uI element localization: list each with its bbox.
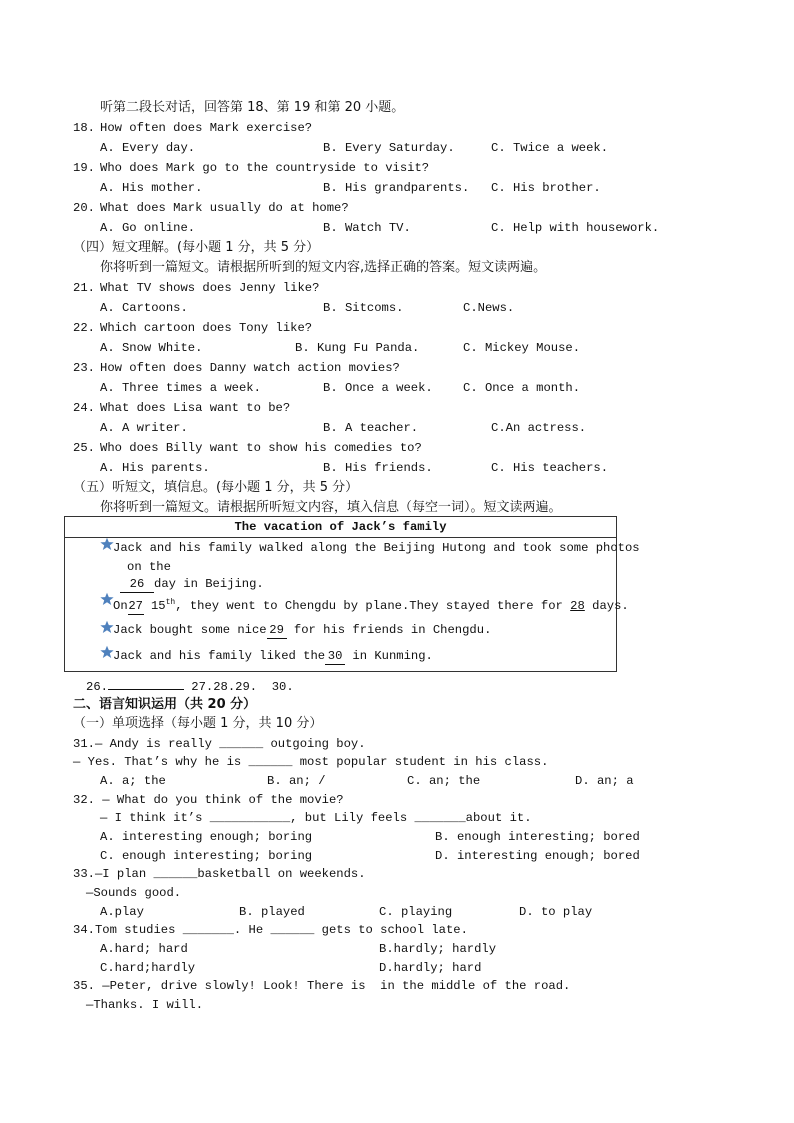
section-5-instructions: 你将听到一篇短文。请根据所听短文内容，填入信息（每空一词）。短文读两遍。 bbox=[100, 500, 562, 515]
info-box-line-3 bbox=[113, 622, 491, 639]
info-box-line-2-date: 15 bbox=[150, 599, 166, 614]
question-22-number: 22. bbox=[73, 321, 95, 335]
question-34-option-c: C.hard;hardly bbox=[100, 961, 196, 975]
question-19-text: Who does Mark go to the countryside to visit? bbox=[100, 161, 430, 175]
part-2-title: 二、语言知识运用（共 20 分） bbox=[73, 697, 257, 712]
info-box-line-3-pre: Jack bought some nice bbox=[113, 623, 267, 637]
question-19-number: 19. bbox=[73, 161, 95, 175]
question-18-option-a: A. Every day. bbox=[100, 141, 196, 155]
info-box-line-2-end: days. bbox=[584, 599, 629, 614]
question-25-option-a: A. His parents. bbox=[100, 461, 210, 475]
question-33-option-c: C. playing bbox=[379, 905, 453, 919]
question-32-line-1: 32. — What do you think of the movie? bbox=[73, 793, 344, 807]
question-31-option-b: B. an; / bbox=[267, 774, 326, 788]
blank-27[interactable]: 27 bbox=[128, 599, 143, 614]
question-21-option-b: B. Sitcoms. bbox=[323, 301, 404, 315]
answer-27-30-labels: 27.28.29. 30. bbox=[191, 680, 294, 694]
question-24-option-b: B. A teacher. bbox=[323, 421, 419, 435]
question-25-option-c: C. His teachers. bbox=[491, 461, 609, 475]
blank-29[interactable]: 29 bbox=[267, 622, 287, 639]
blank-26[interactable]: 26 bbox=[120, 576, 154, 593]
question-24-option-a: A. A writer. bbox=[100, 421, 188, 435]
question-23-option-a: A. Three times a week. bbox=[100, 381, 261, 395]
question-32-option-a: A. interesting enough; boring bbox=[100, 830, 313, 844]
question-18-text: How often does Mark exercise? bbox=[100, 121, 313, 135]
question-20-option-a: A. Go online. bbox=[100, 221, 196, 235]
question-21-option-c: C.News. bbox=[463, 301, 515, 315]
question-32-line-2: — I think it’s ___________, but Lily feels _______about it. bbox=[100, 811, 532, 825]
question-18-option-c: C. Twice a week. bbox=[491, 141, 609, 155]
question-35-line-2: —Thanks. I will. bbox=[86, 998, 204, 1012]
info-box-line-2 bbox=[113, 595, 629, 615]
question-22-text: Which cartoon does Tony like? bbox=[100, 321, 313, 335]
question-32-option-c: C. enough interesting; boring bbox=[100, 849, 313, 863]
question-33-option-a: A.play bbox=[100, 905, 144, 919]
info-box-line-4-end: in Kunming. bbox=[345, 649, 433, 663]
question-22-option-b: B. Kung Fu Panda. bbox=[295, 341, 420, 355]
info-box-line-1-end bbox=[120, 576, 264, 593]
star-icon bbox=[100, 620, 114, 634]
question-23-number: 23. bbox=[73, 361, 95, 375]
info-box-line-4-pre: Jack and his family liked the bbox=[113, 649, 326, 663]
question-23-option-b: B. Once a week. bbox=[323, 381, 433, 395]
section-4-title: （四）短文理解。(每小题 1 分，共 5 分） bbox=[73, 240, 320, 255]
question-33-line-2: —Sounds good. bbox=[86, 886, 182, 900]
question-34-option-b: B.hardly; hardly bbox=[379, 942, 497, 956]
question-31-option-a: A. a; the bbox=[100, 774, 166, 788]
question-32-option-d: D. interesting enough; bored bbox=[435, 849, 640, 863]
blank-30[interactable]: 30 bbox=[325, 648, 345, 665]
question-19-option-b: B. His grandparents. bbox=[323, 181, 470, 195]
question-24-text: What does Lisa want to be? bbox=[100, 401, 291, 415]
info-box-line-1-cont: on the bbox=[127, 560, 171, 574]
question-35-line-1: 35. —Peter, drive slowly! Look! There is in the middle of the road. bbox=[73, 979, 571, 993]
info-box-line-2-on: On bbox=[113, 599, 128, 614]
question-31-option-d: D. an; a bbox=[575, 774, 634, 788]
question-20-option-c: C. Help with housework. bbox=[491, 221, 660, 235]
question-33-line-1: 33.—I plan ______basketball on weekends. bbox=[73, 867, 366, 881]
answer-line bbox=[86, 679, 294, 695]
question-32-option-b: B. enough interesting; bored bbox=[435, 830, 640, 844]
question-21-text: What TV shows does Jenny like? bbox=[100, 281, 320, 295]
question-23-option-c: C. Once a month. bbox=[463, 381, 581, 395]
answer-26-label: 26. bbox=[86, 680, 108, 694]
question-19-option-a: A. His mother. bbox=[100, 181, 203, 195]
section-4-instructions: 你将听到一篇短文。请根据所听到的短文内容,选择正确的答案。短文读两遍。 bbox=[100, 260, 547, 275]
question-22-option-a: A. Snow White. bbox=[100, 341, 203, 355]
info-box-line-2-sup: th bbox=[165, 598, 176, 607]
part-2-subtitle: （一）单项选择（每小题 1 分，共 10 分） bbox=[73, 716, 323, 731]
section-heading-listen2: 听第二段长对话，回答第 18、第 19 和第 20 小题。 bbox=[100, 100, 405, 115]
info-box-line-4 bbox=[113, 648, 433, 665]
star-icon bbox=[100, 537, 114, 551]
question-22-option-c: C. Mickey Mouse. bbox=[463, 341, 581, 355]
question-20-option-b: B. Watch TV. bbox=[323, 221, 411, 235]
question-25-number: 25. bbox=[73, 441, 95, 455]
section-5-title: （五）听短文，填信息。(每小题 1 分，共 5 分） bbox=[73, 480, 359, 495]
question-34-option-a: A.hard; hard bbox=[100, 942, 188, 956]
question-21-option-a: A. Cartoons. bbox=[100, 301, 188, 315]
info-box-line-2-num: 28 bbox=[570, 599, 585, 614]
question-18-option-b: B. Every Saturday. bbox=[323, 141, 455, 155]
question-19-option-c: C. His brother. bbox=[491, 181, 601, 195]
question-31-line-1: 31.— Andy is really ______ outgoing boy. bbox=[73, 737, 366, 751]
question-20-text: What does Mark usually do at home? bbox=[100, 201, 349, 215]
question-34-line-1: 34.Tom studies _______. He ______ gets to school late. bbox=[73, 923, 468, 937]
question-20-number: 20. bbox=[73, 201, 95, 215]
question-23-text: How often does Danny watch action movies? bbox=[100, 361, 400, 375]
question-18-number: 18. bbox=[73, 121, 95, 135]
question-31-line-2: — Yes. That’s why he is ______ most popular student in his class. bbox=[73, 755, 549, 769]
question-33-option-d: D. to play bbox=[519, 905, 593, 919]
star-icon bbox=[100, 645, 114, 659]
info-box-line-3-end: for his friends in Chengdu. bbox=[286, 623, 492, 637]
info-box-line-2-mid: , they went to Chengdu by plane.They stayed there for bbox=[175, 599, 571, 614]
question-25-text: Who does Billy want to show his comedies to? bbox=[100, 441, 422, 455]
question-24-number: 24. bbox=[73, 401, 95, 415]
question-31-option-c: C. an; the bbox=[407, 774, 481, 788]
star-icon bbox=[100, 592, 114, 606]
info-box bbox=[64, 516, 640, 672]
answer-26-field[interactable] bbox=[108, 689, 184, 690]
question-25-option-b: B. His friends. bbox=[323, 461, 433, 475]
question-24-option-c: C.An actress. bbox=[491, 421, 587, 435]
question-21-number: 21. bbox=[73, 281, 95, 295]
info-box-line-1-rest: day in Beijing. bbox=[154, 577, 264, 591]
info-box-title: The vacation of Jack’s family bbox=[65, 517, 616, 538]
question-33-option-b: B. played bbox=[239, 905, 305, 919]
info-box-line-1: Jack and his family walked along the Beijing Hutong and took some photos bbox=[113, 541, 640, 555]
question-34-option-d: D.hardly; hard bbox=[379, 961, 482, 975]
